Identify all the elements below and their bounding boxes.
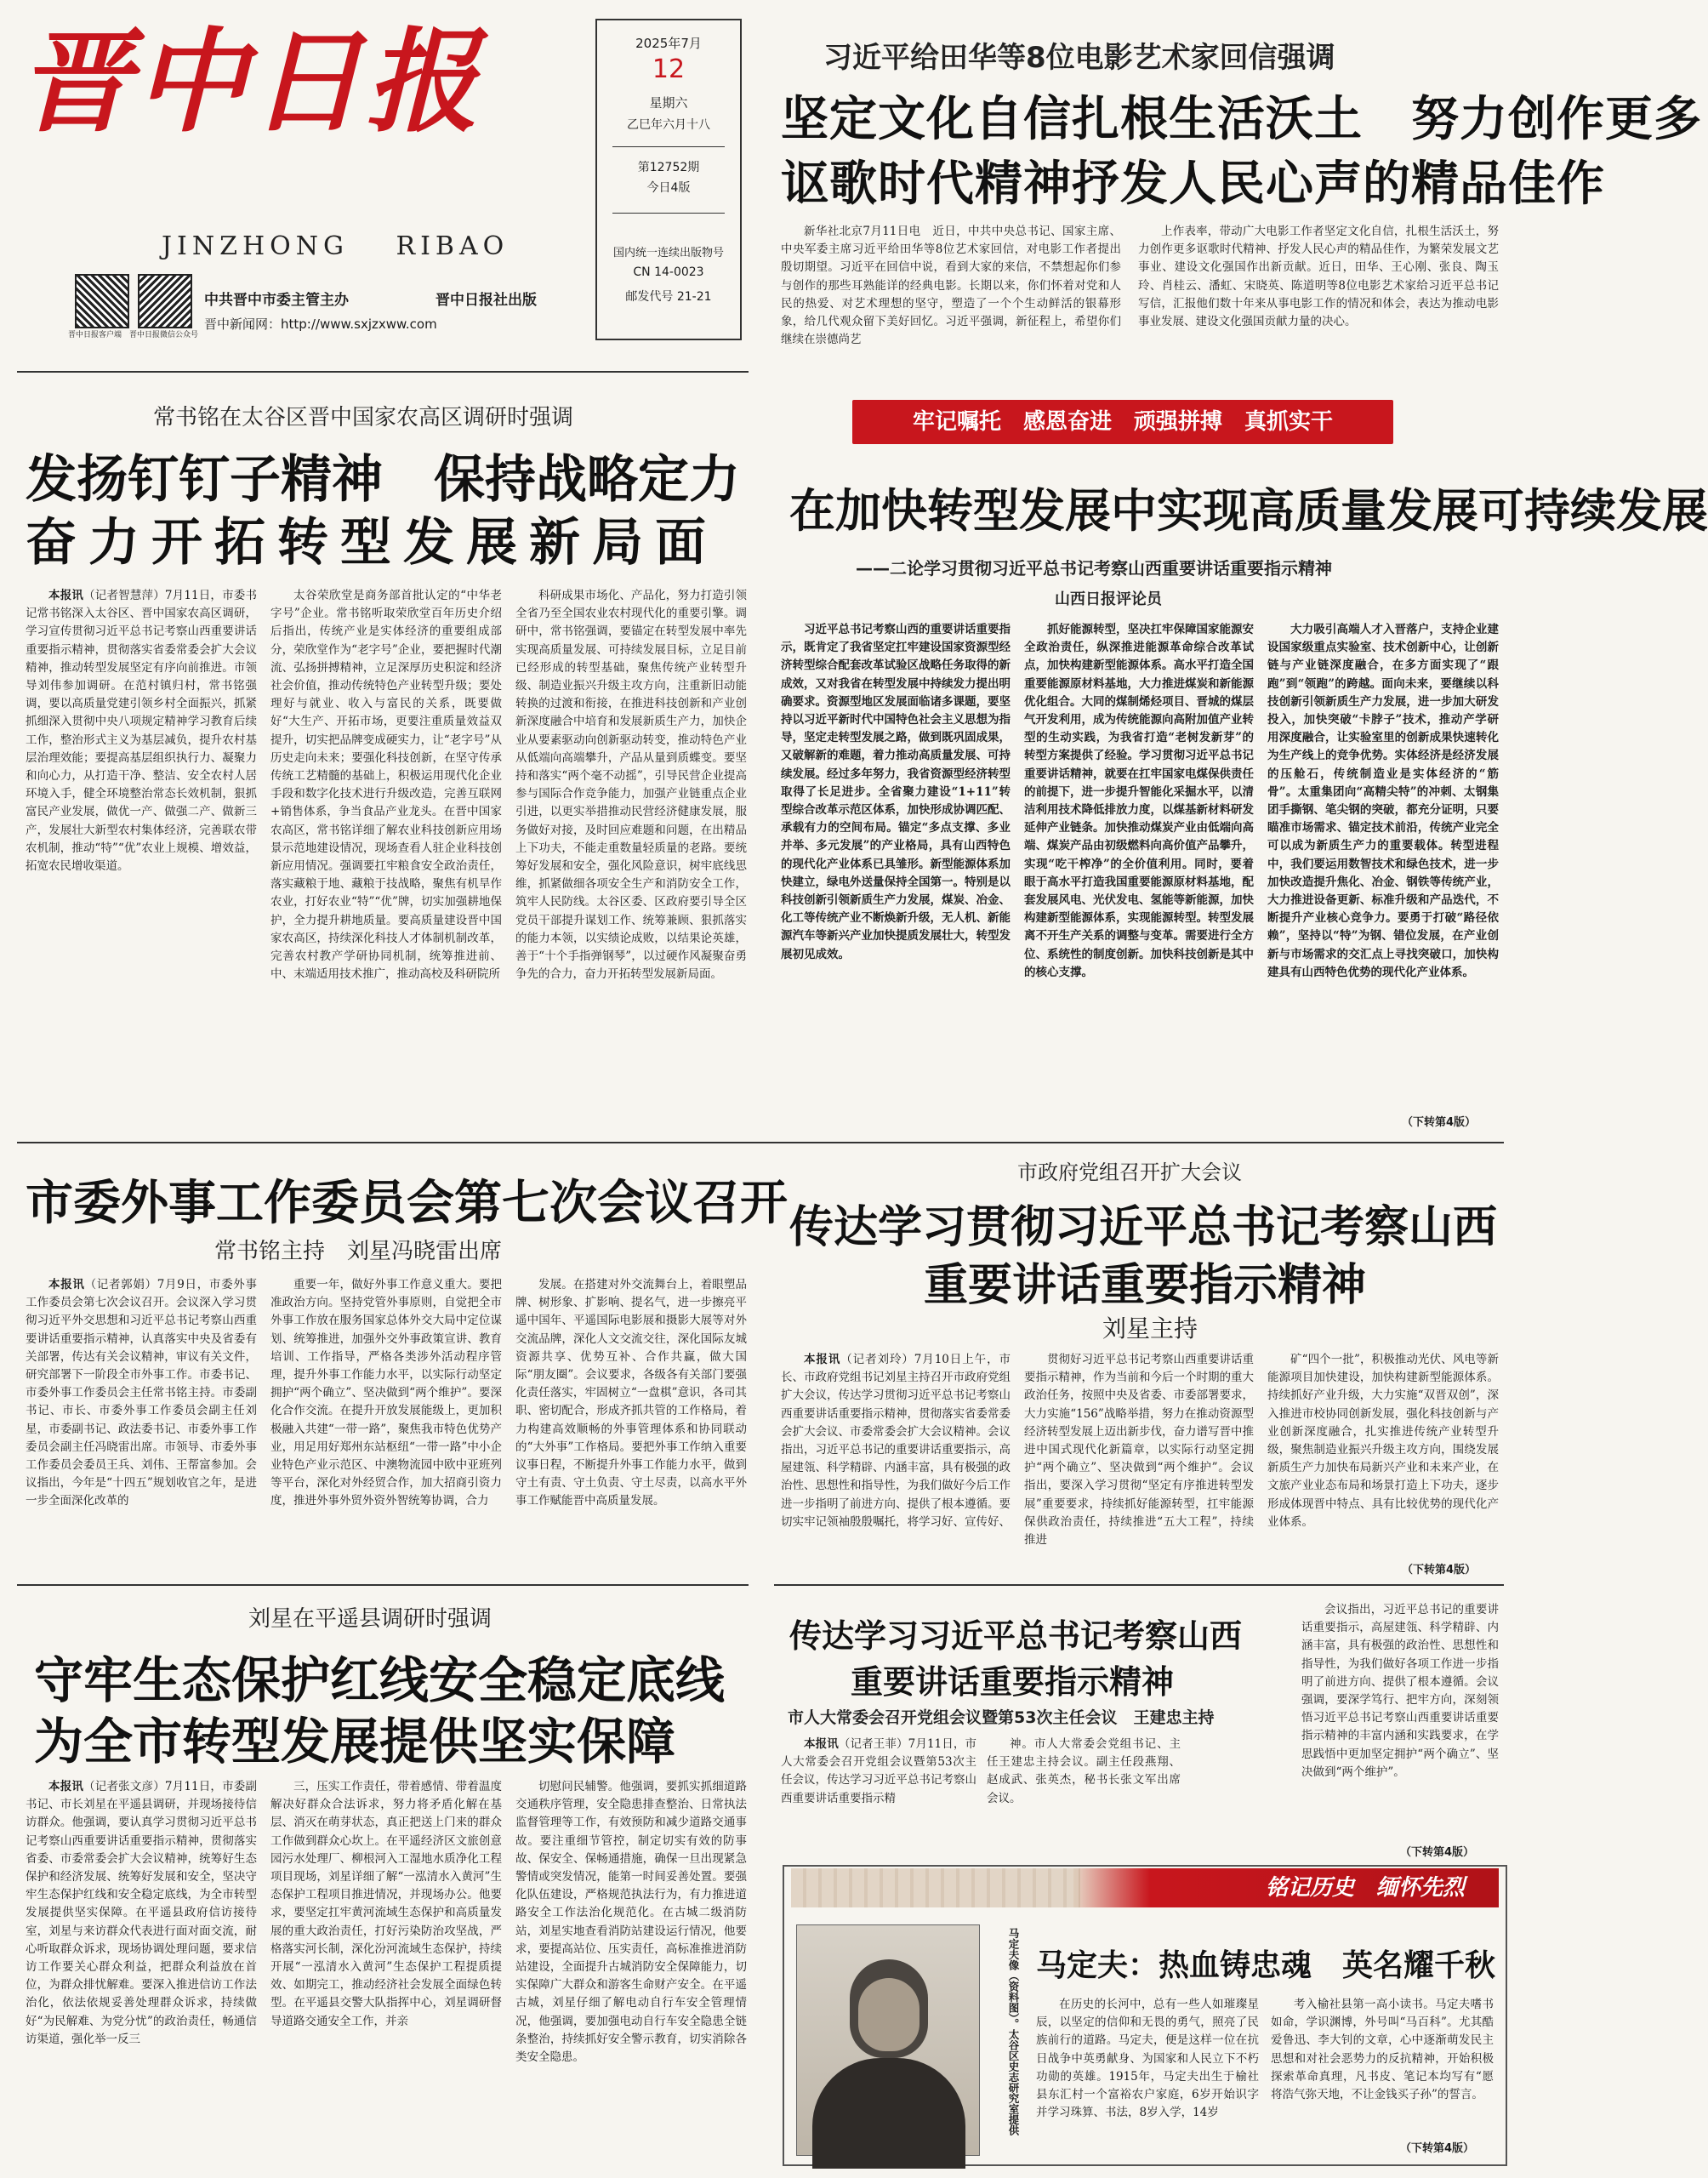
story-d-headline-2[interactable]: 为全市转型发展提供坚实保障 [34,1713,676,1770]
slogan-text: 牢记嘱托 感恩奋进 顽强拼搏 真抓实干 [912,409,1333,435]
qr-code-app [75,274,129,328]
commentary-continued[interactable]: （下转第4版） [1402,1116,1477,1129]
story-e-subhead: 市人大常委会召开党组会议暨第53次主任会议 王建忠主持 [788,1708,1215,1727]
cn-number: CN 14-0023 [633,265,704,279]
commentary-author: 山西日报评论员 [1055,590,1162,608]
story-e-headline-2[interactable]: 重要讲话重要指示精神 [851,1663,1175,1701]
story-e-col-3: 会议指出，习近平总书记的重要讲话重要指示，高屋建瓴、科学精辟、内涵丰富，具有极强的政治性、思想性和指导性，为我们做好各项工作进一步指明了前进方向、提供了根本遵循。会议强调，要深学笃行、把牢方向，深刻领悟习近平总书记考察山西重要讲话重要指示精神的丰富内涵和实践要求，在学思践悟中更加坚定拥护“两个确立”、坚决做到“两个维护”。 [1301,1603,1499,1779]
commentary-headline[interactable]: 在加快转型发展中实现高质量发展可持续发展 [789,484,1708,538]
commentary-col-2: 抓好能源转型，坚决扛牢保障国家能源安全政治责任，纵深推进能源革命综合改革试点，加快构建新型能源体系。高水平打造全国重要能源原材料基地，大力推进煤炭和新能源优化组合。大同的煤制烯烃项目、晋城的煤层气开发利用，成为传统能源向高附加值产业转型的生动实践，为我省打造“老树发新芽”的转型方案提供了经验。学习贯彻习近平总书记重要讲话精神，就要在扛牢国家电煤保供责任的前提下，进一步提升智能化采掘水平，以清洁利用技术降低排放力度，以煤基新材料研发延伸产业链条。加快推动煤炭产业由低端向高端、煤炭产品由初级燃料向高价值产品攀升，实现“吃干榨净”的全价值利用。同时，要着眼于高水平打造我国重要能源原材料基地，配套发展风电、光伏发电、氢能等新能源，加快构建新型能源体系，实现能源转型。转型发展离不开生产关系的调整与变革。需要进行全方位、系统性的制度创新。加快科技创新是其中的核心支撑。 [1024,623,1254,979]
qr-code-wechat [138,274,192,328]
great-wall-graphic [791,1868,1080,1907]
story-c-col-2: 贯彻好习近平总书记考察山西重要讲话重要指示精神，作为当前和今后一个时期的重大政治任务，按照中央及省委、市委部署要求，大力实施“156”战略举措，努力在推动资源型经济转型发展上迈出新步伐，奋力谱写晋中推进中国式现代化新篇章，以实际行动坚定拥护“两个确立”、坚决做到“两个维护”。会议指出，要深入学习贯彻“坚定有序推进转型发展”重要要求，持续抓好能源转型，扛牢能源保供政治责任，持续推进“五大工程”，持续推进 [1024,1353,1254,1548]
portrait-face [858,1978,919,2051]
qr2-caption: 晋中日报微信公众号 [129,331,199,339]
story-e-col-1: 本报讯（记者王菲）7月11日，市人大常委会召开党组会议暨第53次主任会议，传达学习习近平总书记考察山西重要讲话重要指示精 [781,1737,976,1805]
qr1-caption: 晋中日报客户端 [68,331,122,339]
story-e-continued[interactable]: （下转第4版） [1400,1846,1475,1859]
commentary-col-1: 习近平总书记考察山西的重要讲话重要指示，既肯定了我省坚定扛牢建设国家资源型经济转型综合配套改革试验区战略任务取得的新成效，又对我省在转型发展中持续发力提出明确要求。资源型地区发展面临诸多课题，要坚持以习近平新时代中国特色社会主义思想为指导，坚定走转型发展之路，做到既巩固成果，又破解新的难题，着力推动高质量发展、可持续发展。经过多年努力，我省资源型经济转型取得了长足进步。全省聚力建设“1+11”转型综合改革示范区体系，加快形成协调匹配、承载有力的空间布局。锚定“多点支撑、多业并举、多元发展”的产业格局，具有山西特色的现代化产业体系已具雏形。新型能源体系加快建立，绿电外送量保持全国第一。特别是以科技创新引领新质生产力发展，煤炭、冶金、化工等传统产业不断焕新升级，无人机、新能源汽车等新兴产业加快提质发展壮大，转型发展初见成效。 [781,623,1011,961]
history-banner-text: 铭记历史 缅怀先烈 [1265,1875,1465,1901]
story-a-headline-2[interactable]: 奋力开拓转型发展新局面 [26,513,718,573]
story-b-subhead: 常书铭主持 刘星冯晓雷出席 [214,1239,503,1264]
lead-headline-1[interactable]: 坚定文化自信扎根生活沃土 努力创作更多 [781,92,1702,147]
masthead-logo: 晋中日报 [19,16,481,148]
postal-code: 邮发代号 21-21 [625,290,712,304]
commentary-col-3: 大力吸引高端人才入晋落户，支持企业建设国家级重点实验室、技术创新中心，让创新链与产业链深度融合，在多方面实现了“跟跑”到“领跑”的跨越。面向未来，要继续以科技创新引领新质生产力发展，进一步加大研发投入，加快突破“卡脖子”技术，推动产学研用深度融合，让实验室里的创新成果快速转化为生产线上的竞争优势。实体经济是经济发展的压舱石，传统制造业是实体经济的“筋骨”。太重集团向“高精尖特”的冲刺、太钢集团手撕钢、笔尖钢的突破，都充分证明，只要瞄准市场需求、锚定技术前沿，传统产业完全可以成为新质生产力的重要载体。转型进程中，我们要运用数智技术和绿色技术，进一步加快改造提升焦化、冶金、钢铁等传统产业，大力推进设备更新、标准升级和产品迭代，不断提升产业核心竞争力。要勇于打破“路径依赖”，坚持以“特”为钢、错位发展，在产业创新与市场需求的交汇点上寻找突破口，加快构建具有山西特色优势的现代化产业体系。 [1267,623,1499,979]
story-b-col-2: 重要一年，做好外事工作意义重大。要把准政治方向。坚持党管外事原则，自觉把全市外事工作放在服务国家总体外交大局中定位谋划、统筹推进，加强外交外事政策宣讲、教育培训、工作指导，严格各类涉外活动程序管理，提升外事工作能力水平，以实际行动坚定拥护“两个确立”、坚决做到“两个维护”。要深化合作交流。在提升开放发展能级上，更加积极融入共建“一带一路”，聚焦我市特色优势产业，用足用好郑州东站枢纽“一带一路”中小企业特色产业示范区、中澳物流园中欧中亚班列等平台，深化对外经贸合作，加大招商引资力度，推进外事外贸外资外智统筹协调，合力 [270,1278,502,1508]
masthead-latin: JINZHONG RIBAO [162,231,510,261]
history-banner [1073,1868,1499,1907]
story-c-continued[interactable]: （下转第4版） [1402,1564,1477,1576]
story-d-kicker: 刘星在平遥县调研时强调 [248,1606,492,1632]
story-c-subhead: 刘星主持 [1102,1314,1198,1343]
lead-text-left: 新华社北京7月11日电 近日，中共中央总书记、国家主席、中央军委主席习近平给田华等8位艺术家回信，对电影工作者提出殷切期望。习近平在回信中说，看到大家的来信，不禁想起你们参与创作的那些耳熟能详的经典电影。长期以来，你们怀着对党和人民的热爱、对艺术理想的坚守，塑造了一个个生动鲜活的银幕形象，给几代观众留下美好回忆。习近平强调，新征程上，希望你们继续在崇德尚艺 [781,225,1121,347]
slogan-banner [852,400,1393,444]
story-d-col-3: 切慰问民辅警。他强调，要抓实抓细道路交通秩序管理，安全隐患排查整治、日常执法监督管理等工作，有效预防和减少道路交通事故。要注重细节管控，制定切实有效的防事故、保安全、保畅通措施，确保一旦出现紧急警情或突发情况，能第一时间妥善处置。要强化队伍建设，严格规范执法行为，有力推进道路安全工作法治化规范化。在古城二级消防站，刘星实地查看消防站建设运行情况，他要求，要提高站位、压实责任，高标准推进消防站建设，全面提升古城消防安全保障能力，切实保障广大群众和游客生命财产安全。在平遥古城，刘星仔细了解电动自行车安全管理情况，他强调，要加强电动自行车安全隐患全链条整治，持续抓好安全警示教育，切实消除各类安全隐患。 [515,1780,747,2065]
date-divider [612,146,725,147]
page-count: 今日4版 [646,181,691,195]
story-a-headline-1[interactable]: 发扬钉钉子精神 保持战略定力 [26,450,740,510]
lunar-date: 乙巳年六月十八 [627,118,710,132]
story-b-headline[interactable]: 市委外事工作委员会第七次会议召开 [26,1176,788,1231]
portrait-photo [796,1924,980,2156]
story-a-col-2: 太谷荣欣堂是商务部首批认定的“中华老字号”企业。常书铭听取荣欣堂百年历史介绍后指出，传统产业是实体经济的重要组成部分，荣欣堂作为“老字号”企业，要把握时代潮流、弘扬拼搏精神，立足深厚历史积淀和经济社会价值，推动传统特色产业转型升级；要处理好与就业、收入与富民的关系，既要做好“大生产、开拓市场，更要注重质量效益双提升，切实把品牌变成硬实力，让“老字号”从历史走向未来；要强化科技创新，在坚守传承传统工艺精髓的基础上，积极运用现代化企业手段和数字化技术进行升级改造，完善互联网+销售体系，争当食品产业龙头。在晋中国家农高区，常书铭详细了解农业科技创新应用场景示范地建设情况，现场查看人驻企业科技创新应用情况。强调要扛牢粮食安全政治责任，落实藏粮于地、藏粮于技战略，聚焦有机旱作农业，打好农业“特”“优”牌，切实加强耕地保护，全力提升耕地质量。要高质量建设晋中国家农高区，持续深化科技人才体制机制改革，完善农村教产学研协同机制，统筹推进前、中、末端适用技术推广，推动高校及科研院所 [270,589,502,982]
date-year-month: 2025年7月 [635,36,702,51]
divider-top [17,371,749,373]
story-a-col-3: 科研成果市场化、产品化，努力打造引领全省乃至全国农业农村现代化的重要引擎。调研中，常书铭强调，要锚定在转型发展中率先实现高质量发展、可持续发展目标，立足目前已经形成的转型基础，聚焦传统产业转型升级、制造业振兴升级主攻方向，注重新旧动能转换的过渡和衔接，在推进科技创新和产业创新深度融合中培育和发展新质生产力，加快企业从要素驱动向创新驱动转变，推动特色产业从低端向高端攀升，产品从量到质蝶变。要坚持和落实“两个毫不动摇”，引导民营企业提高参与国际合作竞争能力，加强产业链重点企业引进，以更实举措推动民营经济健康发展，服务做好对接，及时回应难题和问题，在出精品上下功夫，不能走重数量轻质量的老路。要统筹好发展和安全，强化风险意识，树牢底线思维，抓紧做细各项安全生产和消防安全工作，筑牢人民防线。太谷区委、区政府要引导全区党员干部提升谋划工作、统筹兼顾、狠抓落实的能力本领，以实绩论成败，以结果论英雄，善于“十个手指弹钢琴”，以过硬作风凝聚奋勇争先的合力，奋力开拓转型发展新局面。 [515,589,747,982]
divider-lower-right [774,1584,1504,1586]
history-continued[interactable]: （下转第4版） [1400,2142,1475,2155]
date-day: 12 [652,54,686,84]
story-d-col-2: 三，压实工作责任，带着感情、带着温度解决好群众合法诉求，努力将矛盾化解在基层、消灭在萌芽状态，真正把送上门来的群众工作做到群众心坎上。在平遥经济区文旅创意园污水处理厂、柳根河入工湿地水质净化工程项目现场，刘星详细了解“一泓清水入黄河”生态保护工程项目推进情况，并现场办公。他要求，要坚定扛牢黄河流域生态保护和高质量发展的重大政治责任，打好污染防治攻坚战，严格落实河长制，深化汾河流域生态保护，持续开展“一泓清水入黄河”生态保护工程提质提效、如期完工，推动经济社会发展全面绿色转型。在平遥县交警大队指挥中心，刘星调研督导道路交通安全工作，并亲 [270,1780,502,2028]
commentary-subhead: ——二论学习贯彻习近平总书记考察山西重要讲话重要指示精神 [856,558,1332,579]
website: 晋中新闻网：http://www.sxjzxww.com [204,316,437,332]
history-headline[interactable]: 马定夫：热血铸忠魂 英名耀千秋 [1036,1948,1496,1983]
cn-label: 国内统一连续出版物号 [612,247,724,259]
lead-kicker: 习近平给田华等8位电影艺术家回信强调 [823,41,1335,75]
photo-caption: 马定夫像（资料图）。太谷区史志研究室提供 [1007,1928,1020,2135]
sponsor: 中共晋中市委主管主办 [204,292,349,309]
date-box [595,19,742,340]
story-c-col-3: 矿“四个一批”，积极推动光伏、风电等新能源项目加快建设，加快构建新型能源体系。持续抓好产业升级，大力实施“双晋双创”，深入推进市校协同创新发展，强化科技创新与产业创新深度融合，扎实推进传统产业转型升级，聚焦制造业振兴升级主攻方向，围绕发展新质生产力加快布局新兴产业和未来产业，在文旅产业业态布局和场景打造上下功夫，逐步形成体现晋中特点、具有比较优势的现代化产业体系。 [1267,1353,1499,1529]
story-c-kicker: 市政府党组召开扩大会议 [1017,1160,1242,1184]
story-a-col-1: 本报讯（记者智慧萍）7月11日，市委书记常书铭深入太谷区、晋中国家农高区调研，学习宣传贯彻习近平总书记考察山西重要讲话重要指示精神，贯彻落实省委常委会扩大会议精神，推动转型发展坚定有序向前推进。市领导刘伟参加调研。在范村镇归村，常书铭强调，要以高质量党建引领乡村全面振兴，抓紧抓细深入贯彻中央八项规定精神学习教育后续工作，整治形式主义为基层减负，提升农村基层治理效能；要提高基层组织执行力、凝聚力和向心力，从打造干净、整洁、安全农村人居环境入手，健全环境整治常态长效机制，狠抓富民产业发展，做优一产、做强二产、做新三产，发展壮大新型农村集体经济，完善联农带农机制，推动“特”“优”农业上规模、增效益，拓宽农民增收渠道。 [26,589,257,874]
story-c-headline-1[interactable]: 传达学习贯彻习近平总书记考察山西 [789,1202,1498,1253]
date-divider-2 [612,213,725,214]
story-e-col-2: 神。市人大常委会党组书记、主任王建忠主持会议。副主任段燕翔、赵成武、张英杰，秘书长张文军出席会议。 [987,1737,1181,1805]
story-b-col-1: 本报讯（记者郭娟）7月9日，市委外事工作委员会第七次会议召开。会议深入学习贯彻习近平外交思想和习近平总书记考察山西重要讲话重要指示精神，认真落实中央及省委有关部署，传达有关会议精神，审议有关文件，研究部署下一阶段全市外事工作。市委书记、市委外事工作委员会主任常书铭主持。市委副书记、市长、市委外事工作委员会副主任刘星，市委副书记、政法委书记、市委外事工作委员会副主任冯晓雷出席。市领导、市委外事工作委员会委员王兵、刘伟、王帮富参加。会议指出，今年是“十四五”规划收官之年，是进一步全面深化改革的 [26,1278,257,1508]
lead-text-right: 上作表率，带动广大电影工作者坚定文化自信，扎根生活沃土，努力创作更多讴歌时代精神、抒发人民心声的精品佳作，为繁荣发展文艺事业、建设文化强国作出新贡献。近日，田华、王心刚、张良、陶玉玲、肖桂云、潘虹、宋晓英、陈道明等8位电影艺术家给习近平总书记写信，汇报他们数十年来从事电影工作的情况和体会，表达为推动电影事业发展、建设文化强国贡献力量的决心。 [1138,225,1499,329]
story-e-headline-1[interactable]: 传达学习习近平总书记考察山西 [789,1617,1243,1655]
divider-lower-left [17,1584,749,1586]
history-col-2: 考入榆社县第一高小读书。马定夫嗜书如命，学识渊博，外号叫“马百科”。尤其酷爱鲁迅、李大钊的文章，心中逐渐萌发民主思想和对社会恶势力的反抗精神，开始积极探索革命真理，凡书皮、笔记本均写有“愿将浩气弥天地，不让金钱买子孙”的誓言。 [1271,1998,1494,2102]
divider-mid [17,1142,1504,1143]
story-a-kicker: 常书铭在太谷区晋中国家农高区调研时强调 [153,405,574,430]
publisher: 晋中日报社出版 [436,292,537,309]
story-d-headline-1[interactable]: 守牢生态保护红线安全稳定底线 [34,1651,726,1709]
story-b-col-3: 发展。在搭建对外交流舞台上，着眼塑品牌、树形象、扩影响、提名气，进一步擦亮平遥中国年、平遥国际电影展和摄影大展等对外交流品牌，深化人文交流交往，深化国际友城资源共享、优势互补、合作共赢，做大国际“朋友圈”。会议要求，各级各有关部门要强化责任落实，牢固树立“一盘棋”意识，各司其职、密切配合，形成齐抓共管的工作格局，着力构建高效顺畅的外事管理体系和协同联动的“大外事”工作格局。要把外事工作纳入重要议事日程，不断提升外事工作能力水平，做到守土有责、守土负责、守土尽责，以高水平外事工作赋能晋中高质量发展。 [515,1278,747,1508]
issue-no: 第12752期 [637,161,700,174]
story-c-col-1: 本报讯（记者刘玲）7月10日上午，市长、市政府党组书记刘星主持召开市政府党组扩大会议，传达学习贯彻习近平总书记考察山西重要讲话重要指示精神，贯彻落实省委常委会扩大会议、市委常委会扩大会议精神。会议指出，习近平总书记的重要讲话重要指示，高屋建瓴、科学精辟、内涵丰富，具有极强的政治性、思想性和指导性，为我们做好今后工作进一步指明了前进方向、提供了根本遵循。要切实牢记领袖殷殷嘱托，将学习好、宣传好、 [781,1353,1011,1529]
history-col-1: 在历史的长河中，总有一些人如璀璨星辰，以坚定的信仰和无畏的勇气，照亮了民族前行的道路。马定夫，便是这样一位在抗日战争中英勇献身、为国家和人民立下不朽功勋的英雄。1915年，马定夫出生于榆社县东汇村一个富裕农户家庭，6岁开始识字并学习珠算、书法，8岁入学，14岁 [1036,1998,1259,2120]
lead-headline-2[interactable]: 讴歌时代精神抒发人民心声的精品佳作 [781,157,1605,212]
portrait-body [812,2058,965,2169]
story-d-col-1: 本报讯（记者张文彦）7月11日，市委副书记、市长刘星在平遥县调研，并现场接待信访群众。他强调，要认真学习贯彻习近平总书记考察山西重要讲话重要指示精神，贯彻落实省委、市委常委会扩大会议精神，统筹好生态保护和经济发展、统筹好发展和安全，坚决守牢生态保护红线和安全稳定底线，为全市转型发展提供坚实保障。在平遥县政府信访接待室，刘星与来访群众代表进行面对面交流，耐心听取群众诉求，现场协调处理问题，要求信访工作要关心群众利益，把群众利益放在首位，为群众排忧解难。要深入推进信访工作法治化，依法依规妥善处理群众诉求，持续做好“为民解难、为党分忧”的政治责任，畅通信访渠道，强化举一反三 [26,1780,257,2046]
story-c-headline-2[interactable]: 重要讲话重要指示精神 [924,1260,1367,1311]
weekday: 星期六 [649,95,688,111]
